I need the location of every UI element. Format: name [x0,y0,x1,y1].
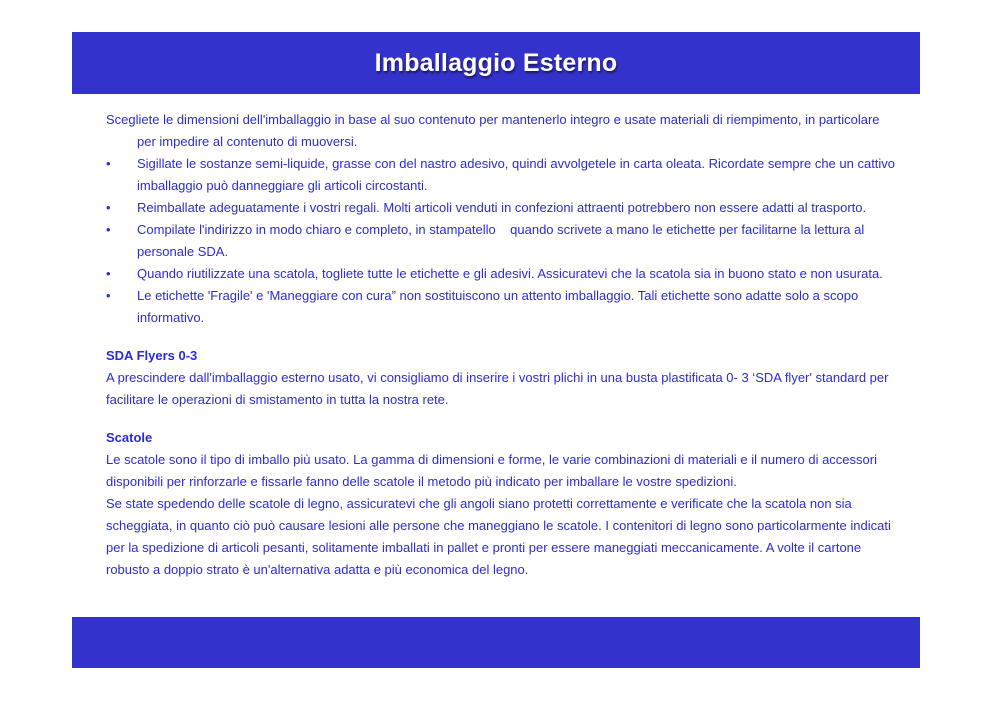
list-item-text: Compilate l'indirizzo in modo chiaro e completo, in stampatello quando scrivete a mano le etichette per facilitarne la lettura al personale SDA. [137,222,868,259]
list-item-text: Quando riutilizzate una scatola, togliete tutte le etichette e gli adesivi. Assicuratevi che la scatola sia in buono stato e non usurata. [137,266,883,281]
bullet-icon: • [106,156,111,171]
bullet-icon: • [106,200,111,215]
list-item [106,197,896,219]
list-item [106,263,896,285]
document-body [106,109,896,581]
footer-banner [72,617,920,668]
list-item [106,219,896,263]
sda-flyers-section [106,345,896,411]
scatole-body-1: Le scatole sono il tipo di imballo più usato. La gamma di dimensioni e forme, le varie combinazioni di materiali e il numero di accessori disponibili per rinforzarle e fissarle fanno delle scatole il metodo più indicato per imballare le vostre spedizioni. [106,452,877,489]
bullet-icon: • [106,266,111,281]
bullet-icon: • [106,288,111,303]
list-item [106,285,896,329]
scatole-heading: Scatole [106,430,153,445]
page-title: Imballaggio Esterno [374,48,618,77]
sda-flyers-heading: SDA Flyers 0-3 [106,348,198,363]
scatole-body-2: Se state spedendo delle scatole di legno, assicuratevi che gli angoli siano protetti correttamente e verificate che la scatola non sia scheggiata, in quanto ciò può causare lesioni alle persone che maneggiano le scatole. I contenitori di legno sono particolarmente indicati per la spedizione di articoli pesanti, solitamente imballati in pallet e pronti per essere maneggiati meccanicamente. A volte il cartone robusto a doppio strato è un'alternativa adatta e più economica del legno. [106,496,891,577]
header-banner [72,32,920,94]
list-item [106,153,896,197]
list-item-text: Sigillate le sostanze semi-liquide, grasse con del nastro adesivo, quindi avvolgetele in carta oleata. Ricordate sempre che un cattivo imballaggio può danneggiare gli articoli circostanti. [137,156,896,193]
sda-flyers-body: A prescindere dall'imballaggio esterno usato, vi consigliamo di inserire i vostri plichi in una busta plastificata 0- 3 ‘SDA flyer' standard per facilitare le operazioni di smistamento in tutta la nostra rete. [106,370,889,407]
bullet-icon: • [106,222,111,237]
packaging-tips-list [106,153,896,329]
scatole-section [106,427,896,581]
intro-paragraph: Scegliete le dimensioni dell'imballaggio in base al suo contenuto per mantenerlo integro e usate materiali di riempimento, in particolare per impedire al contenuto di muoversi. [106,112,880,149]
list-item-text: Reimballate adeguatamente i vostri regali. Molti articoli venduti in confezioni attraenti potrebbero non essere adatti al trasporto. [137,200,867,215]
list-item-text: Le etichette 'Fragile' e 'Maneggiare con cura” non sostituiscono un attento imballaggio. Tali etichette sono adatte solo a scopo informativo. [137,288,859,325]
